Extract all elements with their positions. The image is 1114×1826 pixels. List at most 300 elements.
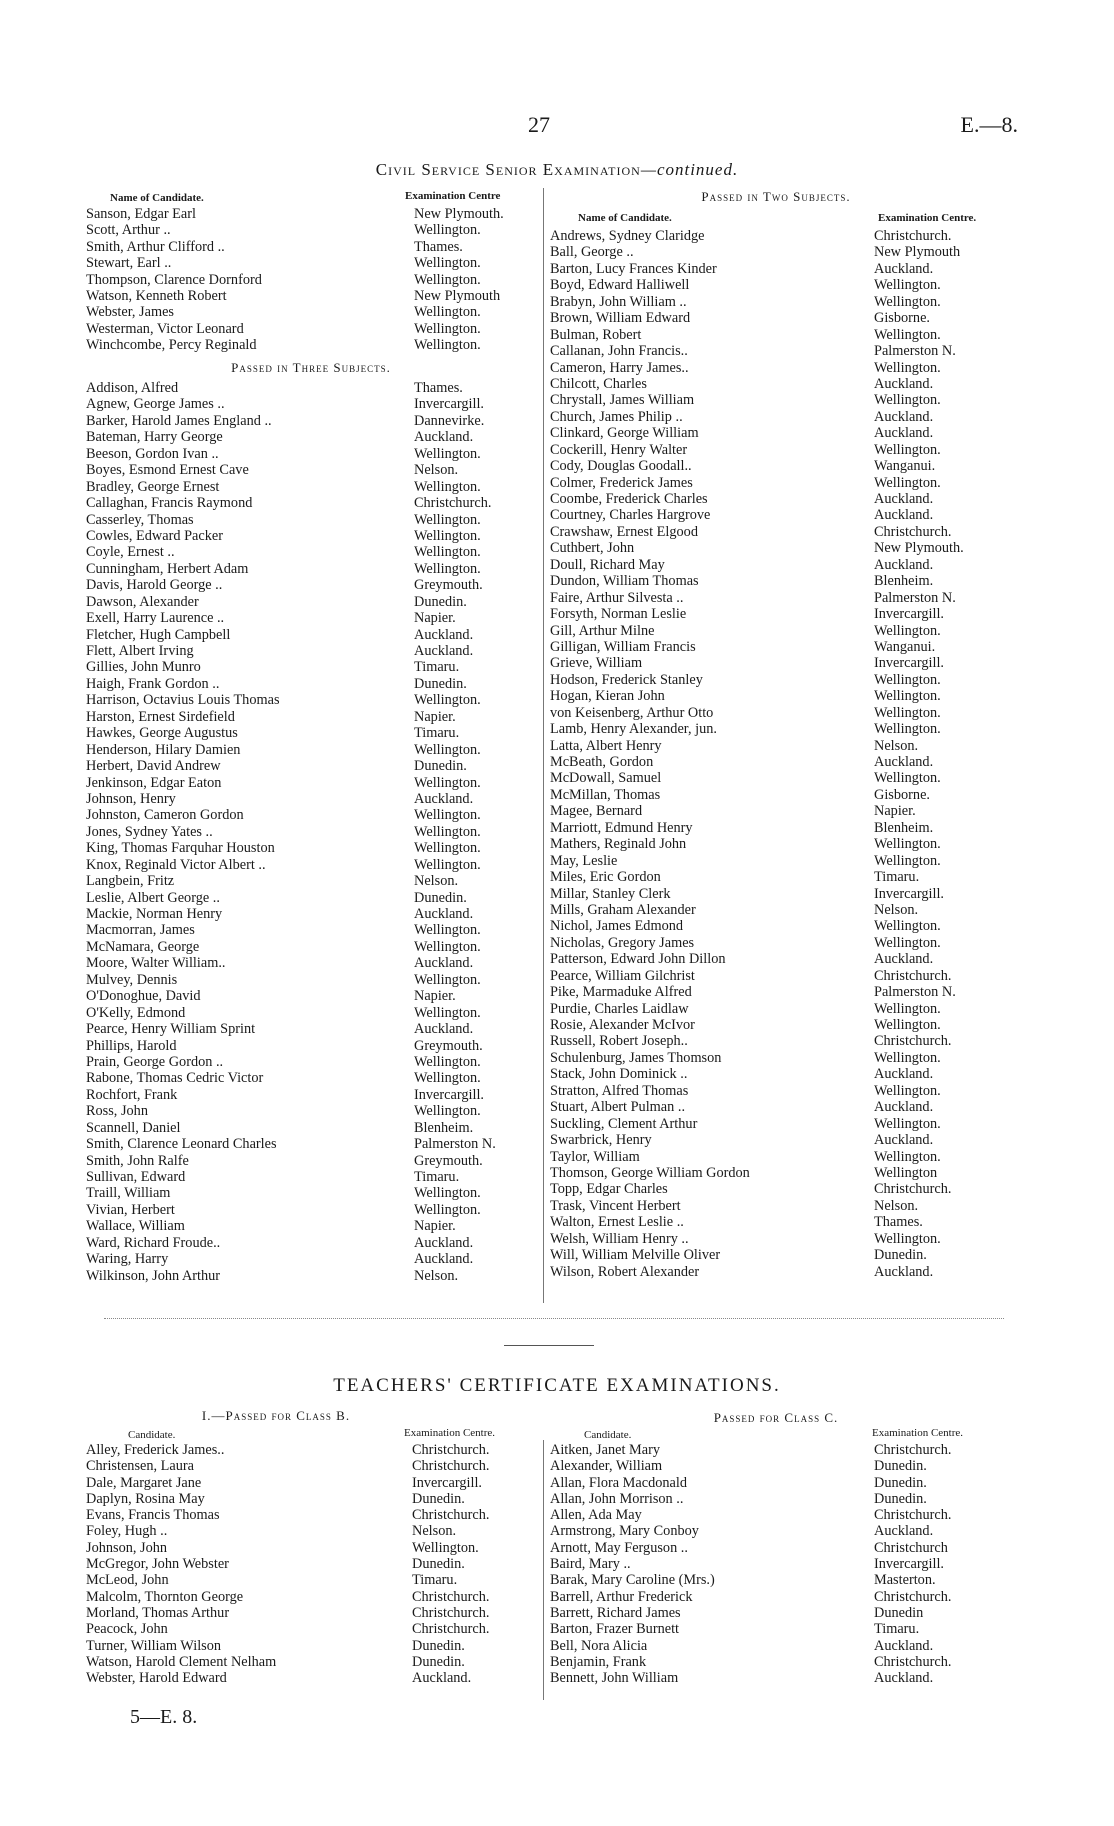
candidate-name: Langbein, Fritz bbox=[86, 873, 175, 890]
candidate-name: Leslie, Albert George .. bbox=[86, 889, 220, 906]
examination-centre: Napier. bbox=[414, 610, 456, 627]
list-row bbox=[86, 1070, 536, 1086]
examination-centre: Wellington bbox=[874, 1164, 938, 1181]
list-row bbox=[550, 540, 1010, 556]
examination-centre: Wellington. bbox=[414, 320, 481, 337]
examination-centre: Invercargill. bbox=[874, 655, 944, 672]
teachers-column-divider bbox=[543, 1440, 544, 1700]
examination-centre: Dunedin. bbox=[412, 1637, 465, 1654]
list-row bbox=[86, 824, 536, 840]
examination-centre: Christchurch. bbox=[412, 1507, 490, 1524]
list-row bbox=[550, 688, 1010, 704]
candidate-name: Morland, Thomas Arthur bbox=[86, 1604, 230, 1621]
examination-centre: Wellington. bbox=[414, 304, 481, 321]
candidate-name: Callaghan, Francis Raymond bbox=[86, 495, 253, 512]
candidate-name: Hodson, Frederick Stanley bbox=[550, 671, 703, 688]
list-row bbox=[86, 1458, 536, 1474]
candidate-name: Johnson, John bbox=[86, 1539, 168, 1556]
candidate-name: Phillips, Harold bbox=[86, 1037, 177, 1054]
candidate-name: Purdie, Charles Laidlaw bbox=[550, 1000, 689, 1017]
list-row bbox=[550, 770, 1010, 786]
candidate-name: May, Leslie bbox=[550, 852, 618, 869]
candidate-name: Marriott, Edmund Henry bbox=[550, 819, 693, 836]
examination-centre: Wellington. bbox=[414, 922, 481, 939]
list-row bbox=[86, 1475, 536, 1491]
candidate-name: Harston, Ernest Sirdefield bbox=[86, 708, 235, 725]
candidate-name: Schulenburg, James Thomson bbox=[550, 1049, 722, 1066]
candidate-name: Nicholas, Gregory James bbox=[550, 934, 695, 951]
candidate-name: Peacock, John bbox=[86, 1621, 168, 1638]
list-row bbox=[86, 709, 536, 725]
examination-centre: Wellington. bbox=[414, 560, 481, 577]
examination-centre: Auckland. bbox=[874, 951, 934, 968]
candidate-name: Webster, Harold Edward bbox=[86, 1670, 227, 1687]
examination-centre: Wellington. bbox=[874, 1148, 941, 1165]
list-row bbox=[86, 1572, 536, 1588]
candidate-name: Jenkinson, Edgar Eaton bbox=[86, 774, 222, 791]
list-row bbox=[86, 337, 536, 353]
list-row bbox=[550, 672, 1010, 688]
list-row bbox=[86, 955, 536, 971]
candidate-name: Magee, Bernard bbox=[550, 803, 643, 820]
examination-centre: Christchurch. bbox=[874, 523, 952, 540]
list-row bbox=[86, 922, 536, 938]
list-row bbox=[86, 742, 536, 758]
examination-centre: Christchurch. bbox=[412, 1588, 490, 1605]
list-row bbox=[550, 507, 1010, 523]
examination-centre: Wellington. bbox=[874, 688, 941, 705]
examination-centre: Wellington. bbox=[414, 692, 481, 709]
list-row bbox=[86, 495, 536, 511]
candidate-name: Millar, Stanley Clerk bbox=[550, 885, 671, 902]
candidate-name: Gilligan, William Francis bbox=[550, 638, 696, 655]
short-rule bbox=[504, 1345, 594, 1346]
examination-centre: Napier. bbox=[414, 1218, 456, 1235]
candidate-name: Flett, Albert Irving bbox=[86, 643, 194, 659]
list-row bbox=[550, 294, 1010, 310]
candidate-name: Stewart, Earl .. bbox=[86, 255, 172, 272]
examination-centre: New Plymouth. bbox=[414, 206, 504, 222]
candidate-name: Johnson, Henry bbox=[86, 790, 176, 807]
examination-centre: Gisborne. bbox=[874, 786, 930, 803]
candidate-name: Dundon, William Thomas bbox=[550, 573, 699, 590]
examination-centre: Dunedin. bbox=[874, 1247, 927, 1264]
examination-centre: Wellington. bbox=[874, 721, 941, 738]
examination-centre: Wellington. bbox=[414, 478, 481, 495]
examination-centre: Timaru. bbox=[874, 1621, 920, 1638]
class-c-list bbox=[550, 1442, 1010, 1686]
list-row bbox=[550, 869, 1010, 885]
examination-centre: Christchurch. bbox=[414, 495, 492, 512]
examination-centre: Gisborne. bbox=[874, 310, 930, 327]
examination-centre: Wellington. bbox=[874, 474, 941, 491]
candidate-name: Coyle, Ernest .. bbox=[86, 544, 175, 561]
examination-centre: Wellington. bbox=[414, 527, 481, 544]
page-reference: E.—8. bbox=[960, 112, 1018, 137]
candidate-name: Clinkard, George William bbox=[550, 425, 699, 442]
class-b-heading: I.—Passed for Class B. bbox=[201, 1408, 351, 1423]
candidate-name: Swarbrick, Henry bbox=[550, 1132, 652, 1149]
examination-centre: Timaru. bbox=[414, 1169, 460, 1185]
candidate-name: Coombe, Frederick Charles bbox=[550, 491, 708, 507]
examination-centre: Auckland. bbox=[874, 1066, 934, 1083]
examination-centre: New Plymouth. bbox=[874, 540, 964, 557]
footer-signature: 5—E. 8. bbox=[130, 1706, 198, 1728]
candidate-name: Cowles, Edward Packer bbox=[86, 527, 223, 544]
candidate-name: Smith, Arthur Clifford .. bbox=[86, 238, 225, 255]
candidate-name: Stratton, Alfred Thomas bbox=[550, 1082, 689, 1099]
examination-centre: Dunedin. bbox=[874, 1458, 927, 1475]
examination-centre: Timaru. bbox=[414, 659, 460, 676]
list-row bbox=[550, 1589, 1010, 1605]
candidate-name: O'Kelly, Edmond bbox=[86, 1004, 186, 1021]
candidate-name: Sullivan, Edward bbox=[86, 1169, 186, 1185]
list-row bbox=[550, 951, 1010, 967]
candidate-name: Macmorran, James bbox=[86, 922, 195, 939]
candidate-name: Andrews, Sydney Claridge bbox=[550, 228, 705, 244]
candidate-name: Allen, Ada May bbox=[550, 1507, 642, 1524]
examination-centre: Greymouth. bbox=[414, 577, 483, 594]
candidate-name: Alexander, William bbox=[550, 1458, 663, 1475]
examination-centre: Christchurch. bbox=[874, 1653, 952, 1670]
examination-centre: Wellington. bbox=[874, 293, 941, 310]
candidate-name: Chrystall, James William bbox=[550, 392, 695, 409]
examination-centre: Wellington. bbox=[414, 1103, 481, 1120]
list-row bbox=[550, 1165, 1010, 1181]
list-row bbox=[86, 1621, 536, 1637]
list-row bbox=[550, 442, 1010, 458]
list-row bbox=[550, 343, 1010, 359]
examination-centre: Wellington. bbox=[414, 840, 481, 857]
examination-centre: Invercargill. bbox=[874, 1556, 944, 1573]
list-row bbox=[550, 1083, 1010, 1099]
examination-centre: Christchurch. bbox=[874, 1181, 952, 1198]
candidate-name: Walton, Ernest Leslie .. bbox=[550, 1214, 684, 1231]
candidate-name: Dawson, Alexander bbox=[86, 593, 199, 610]
candidate-name: Allan, Flora Macdonald bbox=[550, 1474, 687, 1491]
examination-centre: Wellington. bbox=[874, 622, 941, 639]
candidate-name: Forsyth, Norman Leslie bbox=[550, 606, 687, 623]
examination-centre: Blenheim. bbox=[414, 1119, 474, 1136]
list-row bbox=[86, 304, 536, 320]
list-row bbox=[86, 972, 536, 988]
candidate-name: Bell, Nora Alicia bbox=[550, 1637, 648, 1654]
list-row bbox=[550, 1132, 1010, 1148]
candidate-name: Smith, Clarence Leonard Charles bbox=[86, 1136, 277, 1153]
candidate-name: Ward, Richard Froude.. bbox=[86, 1234, 221, 1251]
candidate-name: Wilkinson, John Arthur bbox=[86, 1267, 221, 1284]
examination-centre: Auckland. bbox=[874, 260, 934, 277]
examination-centre: Auckland. bbox=[414, 1251, 474, 1268]
candidate-name: Cunningham, Herbert Adam bbox=[86, 560, 249, 577]
list-row bbox=[550, 1458, 1010, 1474]
list-row bbox=[550, 1033, 1010, 1049]
examination-centre: Wellington. bbox=[414, 445, 481, 462]
candidate-name: Doull, Richard May bbox=[550, 556, 665, 573]
examination-centre: Auckland. bbox=[412, 1670, 472, 1687]
section-title-suffix: —continued. bbox=[640, 160, 739, 179]
list-row bbox=[550, 1001, 1010, 1017]
examination-centre: Wellington. bbox=[874, 1017, 941, 1033]
candidate-name: Wilson, Robert Alexander bbox=[550, 1263, 700, 1280]
list-row bbox=[86, 288, 536, 304]
examination-centre: Wanganui. bbox=[874, 458, 936, 475]
list-row bbox=[86, 1202, 536, 1218]
list-row bbox=[86, 462, 536, 478]
candidate-name: Miles, Eric Gordon bbox=[550, 869, 661, 886]
candidate-name: Mills, Graham Alexander bbox=[550, 901, 696, 918]
examination-centre: Napier. bbox=[414, 708, 456, 725]
list-row bbox=[550, 836, 1010, 852]
candidate-name: Barrett, Richard James bbox=[550, 1604, 681, 1621]
candidate-name: Stuart, Albert Pulman .. bbox=[550, 1099, 686, 1116]
list-row bbox=[550, 458, 1010, 474]
three-subjects-list bbox=[86, 380, 536, 1284]
examination-centre: Palmerston N. bbox=[874, 984, 956, 1001]
list-row bbox=[550, 392, 1010, 408]
candidate-name: Knox, Reginald Victor Albert .. bbox=[86, 856, 266, 873]
list-row bbox=[550, 1017, 1010, 1033]
candidate-name: Cuthbert, John bbox=[550, 540, 635, 557]
list-row bbox=[550, 935, 1010, 951]
candidate-name: Boyes, Esmond Ernest Cave bbox=[86, 462, 249, 479]
class-c-col-centre: Examination Centre. bbox=[872, 1427, 964, 1439]
list-row bbox=[86, 429, 536, 445]
list-row bbox=[86, 396, 536, 412]
candidate-name: Trask, Vincent Herbert bbox=[550, 1197, 681, 1214]
candidate-name: Beeson, Gordon Ivan .. bbox=[86, 445, 219, 462]
candidate-name: Vivian, Herbert bbox=[86, 1201, 175, 1218]
candidate-name: Chilcott, Charles bbox=[550, 375, 647, 392]
candidate-name: Welsh, William Henry .. bbox=[550, 1230, 689, 1247]
left-first-list bbox=[86, 206, 536, 354]
list-row bbox=[86, 1038, 536, 1054]
candidate-name: Scott, Arthur .. bbox=[86, 222, 171, 239]
list-row bbox=[86, 561, 536, 577]
examination-centre: Dunedin. bbox=[414, 675, 467, 692]
candidate-name: Allan, John Morrison .. bbox=[550, 1490, 684, 1507]
list-row bbox=[86, 1638, 536, 1654]
candidate-name: Moore, Walter William.. bbox=[86, 955, 226, 972]
examination-centre: Auckland. bbox=[874, 1637, 934, 1654]
candidate-name: Nichol, James Edmond bbox=[550, 918, 684, 935]
list-row bbox=[550, 623, 1010, 639]
candidate-name: Daplyn, Rosina May bbox=[86, 1490, 205, 1507]
list-row bbox=[550, 1621, 1010, 1637]
list-row bbox=[550, 360, 1010, 376]
candidate-name: McGregor, John Webster bbox=[86, 1556, 229, 1573]
candidate-name: Cody, Douglas Goodall.. bbox=[550, 458, 692, 475]
candidate-name: Harrison, Octavius Louis Thomas bbox=[86, 692, 280, 709]
examination-centre: Wellington. bbox=[414, 856, 481, 873]
examination-centre: Wellington. bbox=[874, 1000, 941, 1017]
list-row bbox=[86, 857, 536, 873]
list-row bbox=[550, 1099, 1010, 1115]
examination-centre: Auckland. bbox=[874, 491, 934, 507]
list-row bbox=[550, 902, 1010, 918]
list-row bbox=[550, 1556, 1010, 1572]
candidate-name: Boyd, Edward Halliwell bbox=[550, 277, 690, 294]
candidate-name: Fletcher, Hugh Campbell bbox=[86, 626, 231, 643]
examination-centre: Auckland. bbox=[874, 1523, 934, 1540]
candidate-name: Crawshaw, Ernest Elgood bbox=[550, 523, 698, 540]
candidate-name: Rosie, Alexander McIvor bbox=[550, 1017, 695, 1033]
examination-centre: Wellington. bbox=[874, 1082, 941, 1099]
examination-centre: Wellington. bbox=[874, 704, 941, 721]
list-row bbox=[86, 1054, 536, 1070]
list-row bbox=[86, 1442, 536, 1458]
list-row bbox=[550, 1247, 1010, 1263]
list-row bbox=[86, 1153, 536, 1169]
examination-centre: Wellington. bbox=[414, 1185, 481, 1202]
list-row bbox=[550, 1214, 1010, 1230]
examination-centre: Thames. bbox=[414, 380, 463, 396]
list-row bbox=[550, 639, 1010, 655]
list-row bbox=[86, 528, 536, 544]
candidate-name: Rochfort, Frank bbox=[86, 1086, 178, 1103]
examination-centre: Dunedin. bbox=[412, 1556, 465, 1573]
section-rule bbox=[104, 1318, 1004, 1319]
examination-centre: Greymouth. bbox=[414, 1037, 483, 1054]
list-row bbox=[550, 1066, 1010, 1082]
list-row bbox=[550, 853, 1010, 869]
list-row bbox=[86, 676, 536, 692]
list-row bbox=[550, 557, 1010, 573]
examination-centre: Wellington. bbox=[414, 222, 481, 239]
list-row bbox=[550, 1507, 1010, 1523]
list-row bbox=[86, 1005, 536, 1021]
examination-centre: Auckland. bbox=[874, 556, 934, 573]
candidate-name: Armstrong, Mary Conboy bbox=[550, 1523, 699, 1540]
examination-centre: Nelson. bbox=[874, 737, 919, 754]
page-number: 27 bbox=[528, 112, 550, 137]
examination-centre: Dunedin. bbox=[414, 758, 467, 775]
examination-centre: Invercargill. bbox=[874, 885, 944, 902]
examination-centre: Palmerston N. bbox=[414, 1136, 496, 1153]
candidate-name: Gillies, John Munro bbox=[86, 659, 201, 676]
examination-centre: Christchurch. bbox=[412, 1621, 490, 1638]
left-col-name-header: Name of Candidate. bbox=[110, 192, 204, 204]
right-col-name-header: Name of Candidate. bbox=[578, 212, 672, 224]
examination-centre: Wellington. bbox=[414, 971, 481, 988]
candidate-name: Bradley, George Ernest bbox=[86, 478, 220, 495]
list-row bbox=[550, 1572, 1010, 1588]
examination-centre: Invercargill. bbox=[874, 606, 944, 623]
candidate-name: Christensen, Laura bbox=[86, 1458, 194, 1475]
examination-centre: Christchurch. bbox=[412, 1458, 490, 1475]
list-row bbox=[550, 1540, 1010, 1556]
list-row bbox=[550, 409, 1010, 425]
candidate-name: Herbert, David Andrew bbox=[86, 758, 221, 775]
list-row bbox=[550, 803, 1010, 819]
examination-centre: Wellington. bbox=[414, 1004, 481, 1021]
examination-centre: Christchurch. bbox=[412, 1604, 490, 1621]
list-row bbox=[86, 1120, 536, 1136]
list-row bbox=[550, 1654, 1010, 1670]
list-row bbox=[86, 479, 536, 495]
list-row bbox=[550, 244, 1010, 260]
examination-centre: Wellington. bbox=[874, 441, 941, 458]
list-row bbox=[550, 1605, 1010, 1621]
candidate-name: Scannell, Daniel bbox=[86, 1119, 181, 1136]
candidate-name: Ball, George .. bbox=[550, 244, 634, 261]
examination-centre: Nelson. bbox=[414, 462, 459, 479]
examination-centre: Auckland. bbox=[874, 1670, 934, 1687]
list-row bbox=[86, 1268, 536, 1284]
candidate-name: Traill, William bbox=[86, 1185, 171, 1202]
list-row bbox=[550, 787, 1010, 803]
list-row bbox=[86, 807, 536, 823]
list-row bbox=[550, 754, 1010, 770]
examination-centre: Napier. bbox=[414, 988, 456, 1005]
list-row bbox=[550, 1181, 1010, 1197]
examination-centre: Nelson. bbox=[412, 1523, 457, 1540]
list-row bbox=[86, 1540, 536, 1556]
right-col-centre-header: Examination Centre. bbox=[878, 212, 977, 224]
candidate-name: Webster, James bbox=[86, 304, 175, 321]
list-row bbox=[550, 1198, 1010, 1214]
examination-centre: Wellington. bbox=[412, 1539, 479, 1556]
candidate-name: Barton, Lucy Frances Kinder bbox=[550, 260, 717, 277]
list-row bbox=[86, 775, 536, 791]
examination-centre: Wellington. bbox=[414, 1070, 481, 1087]
examination-centre: Wellington. bbox=[414, 271, 481, 288]
candidate-name: Faire, Arthur Silvesta .. bbox=[550, 589, 684, 606]
list-row bbox=[86, 1218, 536, 1234]
examination-centre: Dannevirke. bbox=[414, 412, 485, 429]
candidate-name: Bateman, Harry George bbox=[86, 429, 223, 446]
teachers-title: TEACHERS' CERTIFICATE EXAMINATIONS. bbox=[333, 1375, 781, 1396]
list-row bbox=[550, 1475, 1010, 1491]
list-row bbox=[550, 1050, 1010, 1066]
list-row bbox=[86, 725, 536, 741]
list-row bbox=[550, 1523, 1010, 1539]
candidate-name: Hawkes, George Augustus bbox=[86, 725, 238, 742]
examination-centre: Christchurch. bbox=[874, 1588, 952, 1605]
examination-centre: Nelson. bbox=[414, 873, 459, 890]
list-row bbox=[550, 1442, 1010, 1458]
list-row bbox=[86, 610, 536, 626]
candidate-name: Mathers, Reginald John bbox=[550, 836, 687, 853]
list-row bbox=[550, 475, 1010, 491]
candidate-name: Church, James Philip .. bbox=[550, 408, 683, 425]
candidate-name: Pearce, Henry William Sprint bbox=[86, 1021, 256, 1038]
candidate-name: Stack, John Dominick .. bbox=[550, 1066, 688, 1083]
examination-centre: Wellington. bbox=[874, 392, 941, 409]
examination-centre: Dunedin. bbox=[414, 889, 467, 906]
examination-centre: Dunedin bbox=[874, 1604, 924, 1621]
candidate-name: Rabone, Thomas Cedric Victor bbox=[86, 1070, 264, 1087]
list-row bbox=[86, 222, 536, 238]
list-row bbox=[86, 206, 536, 222]
examination-centre: Wellington. bbox=[874, 326, 941, 343]
examination-centre: Thames. bbox=[874, 1214, 923, 1231]
examination-centre: Invercargill. bbox=[414, 396, 484, 413]
candidate-name: Exell, Harry Laurence .. bbox=[86, 610, 225, 627]
class-b-col-centre: Examination Centre. bbox=[404, 1427, 496, 1439]
list-row bbox=[86, 1185, 536, 1201]
examination-centre: Auckland. bbox=[414, 1234, 474, 1251]
examination-centre: Wellington. bbox=[874, 836, 941, 853]
list-row bbox=[86, 239, 536, 255]
candidate-name: Waring, Harry bbox=[86, 1251, 169, 1268]
candidate-name: Cockerill, Henry Walter bbox=[550, 441, 688, 458]
candidate-name: Aitken, Janet Mary bbox=[550, 1442, 660, 1458]
two-subjects-list bbox=[550, 228, 1010, 1280]
candidate-name: Henderson, Hilary Damien bbox=[86, 741, 241, 758]
list-row bbox=[550, 327, 1010, 343]
examination-centre: Auckland. bbox=[874, 1099, 934, 1116]
